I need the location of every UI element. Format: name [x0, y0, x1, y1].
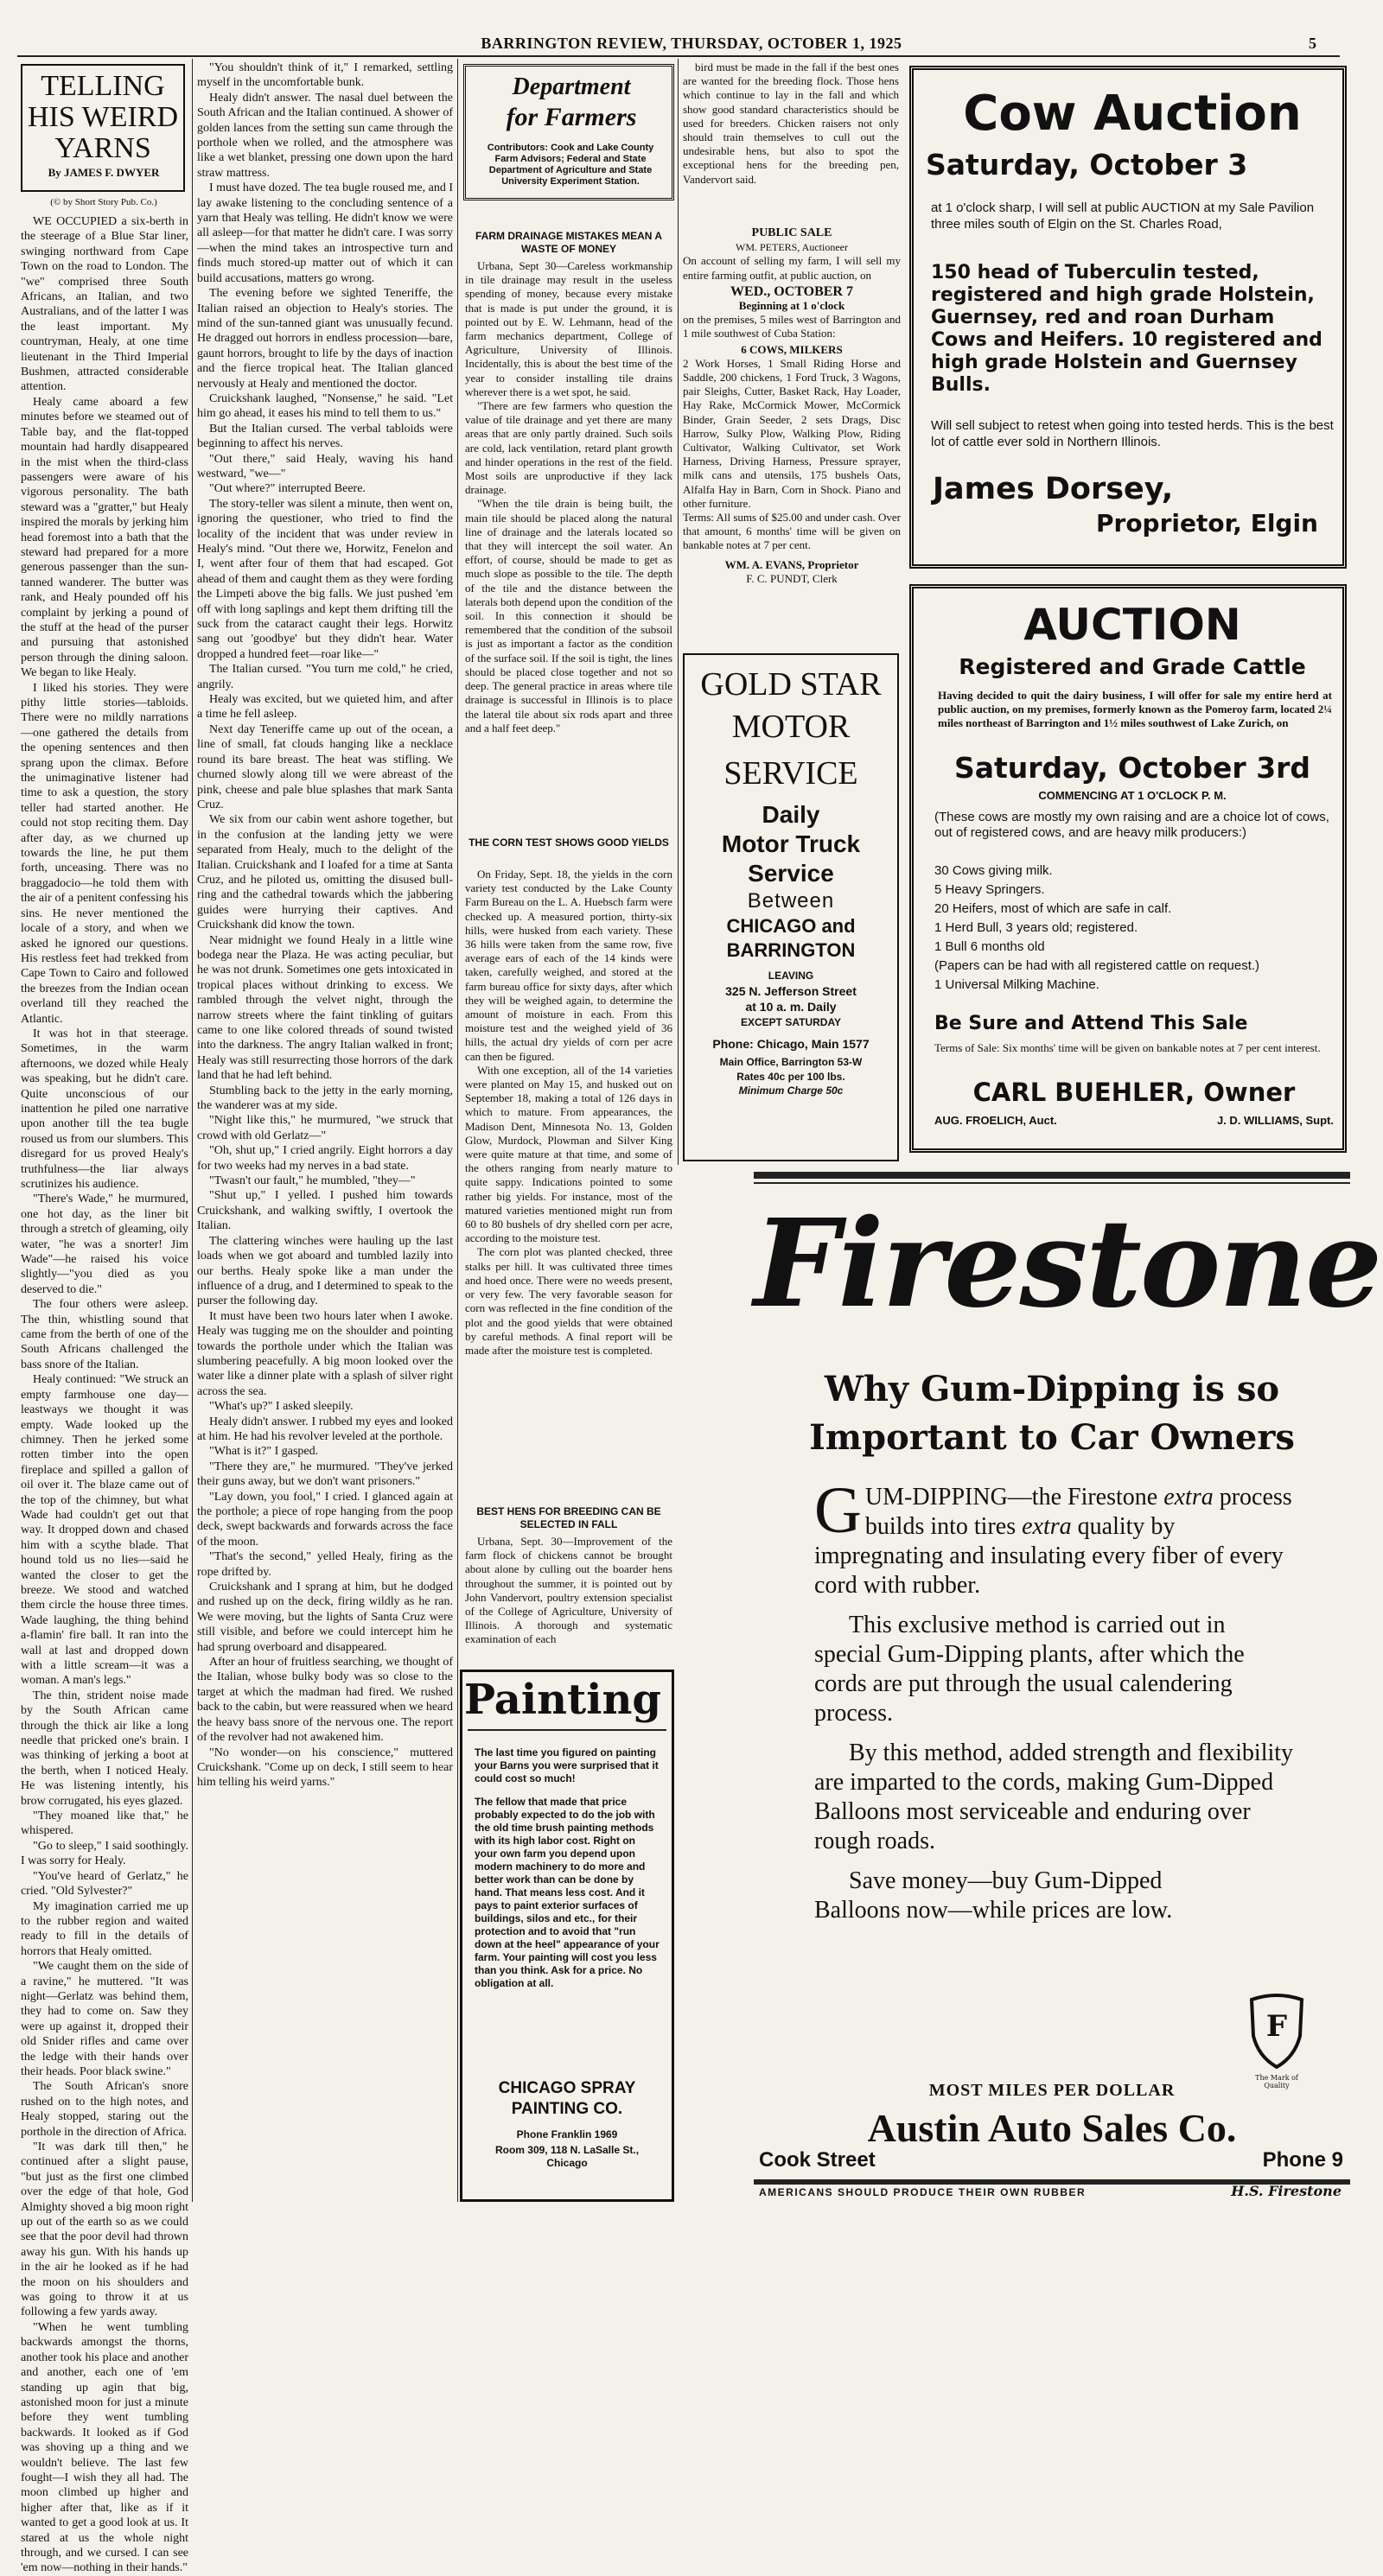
firestone-brand: Firestone [754, 1193, 1381, 1335]
firestone-footer-bar [754, 2183, 1350, 2202]
story-paragraph: It was hot in that steerage. Sometimes, in the warm afternoons, we dozed while Healy was speaking, but he didn't care. Quite unconscious of our inattention he piled one narrative upon another till the tea bugle roused us from our slumbers. This disregard for us proved Healy's truthfulness—the liar always scrutinizes his audience. [21, 1027, 188, 1191]
story-paragraph: Healy was excited, but we quieted him, and after a time he fell asleep. [197, 693, 453, 722]
farmers-title-1: Department [512, 73, 631, 100]
story-paragraph: My imagination carried me up to the rubber region and waited ready to fill in the details of horrors that Healy omitted. [21, 1899, 188, 1958]
painting-phone: Phone Franklin 1969 [516, 2128, 618, 2140]
public-sale [683, 226, 901, 633]
auction-item: (Papers can be had with all registered cattle on request.) [934, 958, 1260, 973]
story-paragraph: The story-teller was silent a minute, then went on, ignoring the questioner, who tried to find the locality of the incident that was under review in Healy's mind. "Out there we, Horwitz, Fenelon and I, went after four of them that had escaped. Got ahead of them and caught them as they were fording the Limpeti above the big falls. We just pushed 'em off with long saplings and kept them drifting till the suck from the cataract caught their legs. Horwitz sang out 'goodbye' but they didn't hear. Water dropped a hundred feet—roar like—" [197, 497, 453, 661]
farm-article-3-head: BEST HENS FOR BREEDING CAN BE SELECTED IN FALL [476, 1505, 661, 1530]
gold-star-line2: MOTOR [731, 709, 851, 745]
public-sale-title: PUBLIC SALE [751, 226, 832, 239]
gold-star-minimum: Minimum Charge 50c [738, 1084, 844, 1097]
story-paragraph: Next day Teneriffe came up out of the ocean, a line of small, fat clouds hanging like a necklace round its bare breast. The heat was stifling. We churned slowly along till we were abreast of the pink, cheese and pale blue splashes that mark Santa Cruz. [197, 722, 453, 811]
story-paragraph: "Oh, shut up," I cried angrily. Eight horrors a day for two weeks had my nerves in a bad state. [197, 1144, 453, 1173]
auction-item: 20 Heifers, most of which are safe in calf. [934, 901, 1172, 916]
story-column-2 [197, 60, 453, 2193]
painting-company: CHICAGO SPRAY PAINTING CO. [498, 2079, 636, 2118]
story-title-line1: TELLING [41, 70, 165, 102]
story-paragraph: Cruickshank and I sprang at him, but he dodged and rushed up on the deck, firing wildly as he ran. We were moving, but the lights of Santa Cruz were still visible, and before we could intercept him he had sprung overboard and disappeared. [197, 1581, 453, 1654]
gold-star-office: Main Office, Barrington 53-W [719, 1056, 863, 1068]
story-paragraph: We six from our cabin went ashore together, but in the confusion at the landing jetty we were separated from Healy, much to the delight of the Italian. Cruickshank and I loafed for a time at Santa Cruz, and he piloted us, omitting the disused bull-ring and the cathedral towards which the jabbering guides were hurrying their captives. And Cruickshank did know the town. [197, 813, 453, 932]
firestone-para-1 [814, 1474, 1298, 1600]
story-paragraph: "We caught them on the side of a ravine," he muttered. "It was night—Gerlatz was behind them, they had to come on. Saw they were up against it, dropped their old Snider rifles and came over the ledge with their hands over their heads. Poor black swine." [21, 1960, 188, 2078]
auction-item: 1 Universal Milking Machine. [934, 977, 1099, 992]
firestone-top-rule [754, 1172, 1350, 1179]
farm-article-2 [465, 868, 672, 1498]
cattle-auction-date: Saturday, October 3rd [953, 751, 1311, 785]
farm-paragraph: "When the tile drain is being built, the main tile should be placed along the natural line of drainage and the laterals located so that they will intercept the soil water. An effort, of course, should be made to get as much slope as possible to the tile. The depth of the tile and the distance between the laterals both depend upon the condition of the soil. In this connection it should be remembered that the condition of the subsoil is just as important a factor as the condition of the surface soil. If the soil is tight, the lines should be placed close together and not so deep. The general practice in areas where tile drainage is successful in Illinois is to place the lateral tile about six rods apart and three and a half feet deep." [465, 497, 672, 735]
gold-star-line7: Between [747, 889, 835, 913]
painting-body [475, 1736, 660, 2021]
firestone-footer: AMERICANS SHOULD PRODUCE THEIR OWN RUBBER [759, 2186, 1087, 2198]
farm-paragraph: The corn plot was planted checked, three stalks per hill. It was cultivated three times and hoed once. There were no weeds present, or very few. The very favorable season for corn was reflected in the fine condition of the plot and the good yields that were obtained by careful methods. A final report will be made after the moisture test is completed. [465, 1245, 672, 1357]
story-paragraph: "No wonder—on his conscience," muttered Cruickshank. "Come up on deck, I still seem to hear him telling his weird yarns." [197, 1746, 453, 1790]
auction-item: 30 Cows giving milk. [934, 863, 1053, 878]
story-paragraph: The thin, strident noise made by the South African came through the thick air like a long needle that pricked one's brain. I was thinking of jerking a boot at the berth, when I noticed Healy. He was listening intently, his brow corrugated, his eyes glazed. [21, 1689, 188, 1808]
story-paragraph: "Lay down, you fool," I cried. I glanced again at the porthole; a piece of rope hanging from the poop deck, swept backwards and forwards across the face of the moon. [197, 1490, 453, 1549]
public-sale-auctioneer: WM. PETERS, Auctioneer [736, 241, 848, 254]
cattle-auction-desc: (These cows are mostly my own raising and are a choice lot of cows, out of registered cows, and are heavy milk producers:) [934, 810, 1329, 840]
firestone-para1-extra: extra [1163, 1484, 1214, 1511]
public-sale-proprietor: WM. A. EVANS, Proprietor [724, 557, 859, 571]
cow-auction-title: Cow Auction [963, 86, 1302, 142]
story-byline: By JAMES F. DWYER [48, 166, 160, 179]
column-rule-1 [192, 59, 193, 2202]
public-sale-clerk: F. C. PUNDT, Clerk [746, 571, 838, 585]
story-title-line2: HIS WEIRD [27, 101, 179, 133]
firestone-para-3: By this method, added strength and flexibility are imparted to the cords, making Gum-Dipped Balloons most serviceable and enduring over rough roads. [814, 1740, 1294, 1854]
cattle-auction-supt: J. D. WILLIAMS, Supt. [1216, 1114, 1334, 1127]
story-paragraph: Healy didn't answer. I rubbed my eyes and looked at him. He had his revolver leveled at the porthole. [197, 1415, 453, 1443]
public-sale-date: WED., OCTOBER 7 [730, 283, 853, 299]
auction-item: 1 Bull 6 months old [934, 939, 1045, 954]
public-sale-location: on the premises, 5 miles west of Barrington and 1 mile southwest of Cuba Station: [683, 313, 901, 340]
cattle-auction-owner: CARL BUEHLER, Owner [972, 1078, 1296, 1107]
story-paragraph: Healy came aboard a few minutes before we steamed out of Table bay, and the flat-topped mountain had hardly disappeared in the mist when the third-class passengers were aware of his vigorous personality. The bath steward was a "gratter," but Healy inspired the morals by jerking him head foremost into a bath that the steward had prepared for a more generous passenger than the sun-tanned wanderer. The butter was rank, and Healy pounded off his complaint by jerking a pound of the stuff at the head of the purser and pursuing that astonished person through the dining saloon. We began to like Healy. [21, 395, 188, 680]
painting-title: Painting [464, 1676, 661, 1724]
story-paragraph: The four others were asleep. The thin, whistling sound that came from the berth of one of the South Africans challenged the bass snore of the Italian. [21, 1298, 188, 1371]
story-paragraph: "It was dark till then," he continued after a slight pause, "but just as the first one climbed over the edge of that hole, God Almighty shoved a big moon right up out of the earth so as we could see that the poor devil had thrown away his gun. With his hands up in the air he looked as if he had the moon on his shoulders and was going to throw it at us following a few yards away. [21, 2140, 188, 2319]
cattle-auction-ad [909, 584, 1347, 1153]
story-paragraph: "Shut up," I yelled. I pushed him towards Cruickshank, and walking swiftly, I overtook the Italian. [197, 1189, 453, 1233]
story-paragraph: It must have been two hours later when I awoke. Healy was tugging me on the shoulder and pointing towards the porthole under which the Italian was slumbering peacefully. A big moon looked over the water like a dinner plate with a splash of silver right across the sea. [197, 1309, 453, 1398]
firestone-headline-1: Why Gum-Dipping is so [824, 1369, 1280, 1409]
story-paragraph: "They moaned like that," he whispered. [21, 1810, 188, 1838]
firestone-street: Cook Street [759, 2148, 876, 2172]
firestone-body [814, 1474, 1298, 1925]
story-paragraph: "Night like this," he murmured, "we struck that crowd with old Gerlatz—" [197, 1114, 453, 1142]
gold-star-ad [683, 653, 899, 1161]
firestone-slogan: MOST MILES PER DOLLAR [928, 2081, 1176, 2100]
farm-article-2-head: THE CORN TEST SHOWS GOOD YIELDS [468, 836, 669, 849]
story-paragraph: "Twasn't our fault," he mumbled, "they—" [209, 1174, 416, 1188]
farm-paragraph: Urbana, Sept. 30—Improvement of the farm flock of chickens cannot be brought about alone by culling out the boarder hens throughout the summer, it is pointed out by John Vandervort, poultry extension specialist of the College of Agriculture, University of Illinois. A thorough and systematic examination of each [465, 1535, 672, 1646]
auction-item: 5 Heavy Springers. [934, 882, 1045, 897]
story-paragraph: I must have dozed. The tea bugle roused me, and I lay awake listening to the concluding sentence of a yarn that Healy was telling. He didn't know we were all asleep—for that matter he didn't care. I was sorry—when the mind takes an introspective turn and finds much stored-up matter out of which it can build accusations, matters go wrong. [197, 181, 453, 285]
story-title-line3: YARNS [54, 132, 151, 164]
firestone-seal [1243, 1991, 1310, 2089]
story-paragraph: The evening before we sighted Teneriffe, the Italian raised an objection to Healy's stories. The mind of the sun-tanned giant was unusually fecund. He dragged out horrors in endless procession—bare, gaunt horrors, brought to life by the days of inaction and the fierce tropical heat. The Italian glanced nervously at Healy and mentioned the doctor. [197, 287, 453, 391]
gold-star-line1: GOLD STAR [700, 666, 882, 703]
page-number: 5 [1309, 35, 1316, 52]
masthead-rule [17, 55, 1340, 57]
masthead-title: BARRINGTON REVIEW, THURSDAY, OCTOBER 1, 1925 [481, 35, 902, 52]
cow-auction-date: Saturday, October 3 [926, 148, 1248, 181]
firestone-para1-c: extra [1022, 1513, 1072, 1540]
story-paragraph: "There's Wade," he murmured, one hot day, as the liner bit through a stretch of gleaming, oily water, "he was a snorter! Jim Wade"—he raised his voice slightly—"you died as you deserved to die." [21, 1193, 188, 1296]
story-paragraph: Healy continued: "We struck an empty farmhouse one day—leastways we thought it was empty. Wade looked up the chimney. Then he jerked some rotten timber into the open fireplace and spilled a gallon of oil over it. The blaze came out of the top of the chimney, but what Wade had couldn't get out that way. It dropped down and chased him with a scythe blade. That hound told us no lies—said he wanted the closer to get the breeze. We stood and watched them circle the house three times. Wade laughing, the thing behind a-flamin' fire ball. It ran into the wall at last and dropped down with a little scream—it was a woman. A man's legs." [21, 1373, 188, 1688]
gold-star-line4: Daily [762, 801, 820, 828]
story-paragraph: "Go to sleep," I said soothingly. I was sorry for Healy. [21, 1839, 188, 1868]
farmers-header [463, 64, 674, 200]
farm-paragraph: With one exception, all of the 14 varieties were planted on May 15, and husked out on September 18, making a total of 126 days in which to mature. From appearances, the Madison Dent, Minnesota No. 13, Golden Glow, Murdock, Plowman and Silver King were quite mature at that time, and some of the others ranging from nearly mature to quite sappy. Indications pointed to some rather big yields. For instance, most of the matured varieties mentioned might run from 60 to 80 bushels of dry shelled corn per acre, according to the moisture test. [465, 1063, 672, 1245]
farm-paragraph: "There are few farmers who question the value of tile drainage and yet there are many areas that are only partly drained. Such soils are cold, lack ventilation, retard plant growth and hinder operations in the rest of the field. Most soils are unproductive if they lack drainage. [465, 399, 672, 497]
story-paragraph: After an hour of fruitless searching, we thought of the Italian, whose bulky body was so close to the target at which the madman had fired. We rushed back to the cabin, but were reassured when we heard the heavy bass snore of the nervous one. The report of the revolver had not awakened him. [197, 1656, 453, 1745]
farmers-title-2: for Farmers [506, 103, 637, 131]
firestone-phone: Phone 9 [1262, 2148, 1343, 2172]
firestone-para-2: This exclusive method is carried out in special Gum-Dipping plants, after which the cords are put through the usual calendering process. [814, 1612, 1245, 1727]
painting-ad [460, 1670, 674, 2202]
story-credit: (© by Short Story Pub. Co.) [50, 197, 157, 207]
masthead [0, 0, 1383, 57]
gold-star-address: 325 N. Jefferson Street [725, 984, 857, 998]
gold-star-phone: Phone: Chicago, Main 1577 [712, 1037, 870, 1051]
story-paragraph: "You've heard of Gerlatz," he cried. "Old Sylvester?" [21, 1869, 188, 1899]
story-paragraph: Cruickshank laughed, "Nonsense," he said. "Let him go ahead, it eases his mind to tell them to us." [197, 391, 453, 421]
gold-star-line9: BARRINGTON [726, 939, 856, 961]
cow-auction-intro: at 1 o'clock sharp, I will sell at public AUCTION at my Sale Pavilion three miles south of Elgin on the St. Charles Road, [931, 200, 1315, 232]
public-sale-items: 2 Work Horses, 1 Small Riding Horse and Saddle, 200 chickens, 1 Ford Truck, 3 Wagons, pair Sleighs, Cutter, Basket Rack, Hay Loader, Hay Rake, McCormick Mower, McCormick Binder, Grain Seeder, 2 sets Drags, Disc Harrow, Sulky Plow, Walking Plow, Riding Cultivator, Walking Cultivator, set Work Harness, Driving Harness, Pressure sprayer, milk cans and utensils, 175 bushels Oats, Alfalfa Hay in Barn, Corn in Shock. Piano and other furniture. [683, 356, 901, 510]
column-rule-3 [678, 59, 679, 1165]
firestone-signature: H.S. Firestone [1231, 2183, 1342, 2199]
story-paragraph: "Out where?" interrupted Beere. [209, 482, 366, 496]
farm-article-1 [465, 259, 672, 830]
painting-paragraph: The last time you figured on painting your Barns you were surprised that it could cost so much! [475, 1746, 659, 1784]
cattle-auction-intro: Having decided to quit the dairy business, I will offer for sale my entire herd at public auction, on my premises, formerly known as the Pomeroy farm, located 2¼ miles northeast of Barrington and 1½ miles southwest of Lake Zurich, on [938, 689, 1332, 729]
story-paragraph: "You shouldn't think of it," I remarked, settling myself in the uncomfortable bunk. [197, 61, 453, 90]
story-paragraph: Healy didn't answer. The nasal duel between the South African and the Italian continued. A shower of golden lances from the setting sun came through the porthole when we rolled, and the atmosphere was like a wet blanket, pressing one down upon the hard straw mattress. [197, 91, 453, 180]
story-paragraph: "Out there," said Healy, waving his hand westward, "we—" [197, 452, 453, 480]
firestone-para1-b: process builds into tires [864, 1484, 1292, 1540]
story-paragraph: "When he went tumbling backwards amongst the thorns, another took his place and another and another, each one of 'em standing up agin that big, astonished moon for just a minute before they went tumbling backwards. It looked as if God was shoving up a thing and we wouldn't believe. The last few fought—I wish they all had. The moon climbed up higher and higher after that, like as if it wanted to get a good look at us. It stared at us the whole night through, and we cursed. I can see 'em now—nothing in their hands." [21, 2320, 188, 2575]
story-paragraph: The South African's snore rushed on to the high notes, and Healy stopped, staring out the porthole in the direction of Africa. [21, 2080, 188, 2139]
story-paragraph: WE OCCUPIED a six-berth in the steerage of a Blue Star liner, swinging northward from Cape Town on the road to London. The "we" comprised three South Africans, an Italian, and two Australians, and of the latter I was the least important. My countryman, Healy, at one time lieutenant in the Third Imperial Bushmen, attracted considerable attention. [21, 215, 188, 394]
painting-address: Room 309, 118 N. LaSalle St., Chicago [494, 2144, 640, 2169]
hens-continued [683, 60, 899, 216]
gold-star-rates: Rates 40c per 100 lbs. [736, 1071, 845, 1083]
story-paragraph: Stumbling back to the jetty in the early morning, the wanderer was at my side. [197, 1084, 453, 1113]
public-sale-cows: 6 COWS, MILKERS [741, 342, 843, 356]
cow-auction-ad [909, 66, 1347, 569]
gold-star-except: EXCEPT SATURDAY [740, 1016, 842, 1028]
firestone-para1-d: quality by impregnating and insulating every fiber of every cord with rubber. [814, 1513, 1284, 1599]
public-sale-intro: On account of selling my farm, I will sell my entire farming outfit, at public auction, on [683, 254, 901, 282]
cattle-auction-auctioneer: AUG. FROELICH, Auct. [934, 1114, 1057, 1127]
firestone-headline-2: Important to Car Owners [809, 1417, 1295, 1458]
painting-title-rule [468, 1729, 666, 1731]
story-paragraph: "That's the second," yelled Healy, firing as the rope drifted by. [197, 1550, 453, 1579]
cattle-auction-items [934, 862, 1334, 995]
cow-auction-main: 150 head of Tuberculin tested, registered and high grade Holstein, Guernsey, red and roan Durham Cows and Heifers. 10 registered and high grade Holstein and Guernsey Bulls. [931, 262, 1322, 396]
firestone-seal-text: The Mark of Quality [1255, 2074, 1298, 2089]
farm-article-3 [465, 1535, 672, 1656]
farmers-contributors: Contributors: Cook and Lake County Farm Advisors; Federal and State Department of Agriculture and State University Experiment Station. [487, 143, 654, 187]
story-paragraph: The Italian cursed. "You turn me cold," he cried, angrily. [197, 663, 453, 691]
hens-paragraph: bird must be made in the fall if the best ones are wanted for the breeding flock. Those hens which continue to lay in the fall and which show good standard characteristics should be used for breeders. Chicken raisers not only should train themselves to cull out the undesirable hens, but also to spot the exceptional hens for the breeding pen, Vandervort said. [683, 60, 899, 186]
cattle-auction-attend: Be Sure and Attend This Sale [934, 1013, 1248, 1034]
firestone-shield-icon [1243, 1991, 1310, 2070]
cattle-auction-title: AUCTION [1023, 600, 1241, 650]
cattle-auction-time: COMMENCING AT 1 O'CLOCK P. M. [1038, 789, 1227, 802]
svg-text:F: F [1265, 2009, 1288, 2044]
public-sale-terms: Terms: All sums of $25.00 and under cash. Over that amount, 6 months' time will be given on bankable notes at 7 per cent. [683, 511, 901, 552]
cow-auction-name: James Dorsey, [933, 472, 1174, 506]
story-paragraph: But the Italian cursed. The verbal tabloids were beginning to affect his nerves. [197, 422, 453, 451]
gold-star-line8: CHICAGO and [726, 915, 856, 937]
gold-star-line5: Motor Truck [721, 830, 861, 857]
auction-item: 1 Herd Bull, 3 years old; registered. [934, 920, 1138, 935]
story-paragraph: I liked his stories. They were pithy little stories—tabloids. There were no mildly narrations—one gathered the details from the opening sentences and then sprang upon the climax. Before the unimaginative listener had time to ask a question, the story teller had started another. He could not stop reciting them. Day after day, as we churned up towards the line, he put them forth, unceasing. There was no braggadocio—he told them with the air of a penitent confessing his sins. He never mentioned the locale of a story, and when we asked he ignored our questions. His restless feet had trekked from Cape Town to Cairo and followed the breezes from the Indian ocean overland till they reached the Atlantic. [21, 681, 188, 1026]
gold-star-line6: Service [748, 860, 834, 887]
cattle-auction-subtitle: Registered and Grade Cattle [959, 654, 1306, 679]
column-rule-2 [457, 59, 458, 2202]
firestone-dropcap: G [814, 1474, 862, 1547]
story-paragraph: The clattering winches were hauling up the last loads when we got aboard and tumbled lazily into our berths. Healy spoke like a man under the influence of a drug, and I determined to speak to the purser the following day. [197, 1234, 453, 1308]
gold-star-time: at 10 a. m. Daily [745, 1000, 837, 1014]
farm-paragraph: Urbana, Sept 30—Careless workmanship in tile drainage may result in the useless spending of money, because every mistake that is made is put under the ground, it is pointed out by E. W. Lehmann, head of the farm mechanics department, College of Agriculture, University of Illinois. Incidentally, this is about the best time of the year to consider installing tile drains wherever there is a wet spot, he said. [465, 259, 672, 398]
story-paragraph: "There they are," he murmured. "They've jerked their guns away, but we don't want prisoners." [197, 1460, 453, 1489]
farm-paragraph: On Friday, Sept. 18, the yields in the corn variety test conducted by the Lake County Farm Bureau on the L. A. Huebsch farm were checked up. A measured portion, thirty-six hills, were husked from each variety. These 36 hills were taken from the same row, five average ears of each of the 14 kinds were taken, carefully weighed, and stored at the farm bureau office for sixty days, after which they will be weighed again, to determine the amount of moisture in each. From this moisture test and the weighed yield of 36 hills, the actual dry yields of corn per acre can then be figured. [465, 868, 672, 1063]
gold-star-line3: SERVICE [723, 755, 858, 792]
public-sale-time: Beginning at 1 o'clock [738, 299, 845, 313]
painting-paragraph: The fellow that made that price probably expected to do the job with the old time brush painting methods with its high labor cost. Right on your own farm you depend upon modern machinery to do more and better work than can be done by hand. That means less cost. And it pays to paint exterior surfaces of buildings, silos and etc., for their protection and to avoid that "run down at the heel" appearance of your farm. Your painting will cost you less than you think. Ask for a price. No obligation at all. [475, 1796, 660, 1989]
story-column-1 [21, 214, 188, 2575]
gold-star-leaving: LEAVING [768, 970, 814, 982]
firestone-para-4: Save money—buy Gum-Dipped Balloons now—while prices are low. [814, 1867, 1173, 1924]
story-paragraph: Near midnight we found Healy in a little wine bodega near the Plaza. He was acting peculiar, but he was not drunk. Sometimes one gets intoxicated in tropical places without drinking to excess. We rambled through the velvet night, through the narrow streets where the faint tinkling of guitars came to one like colored threads of sound twisted into the darkness. The angry Italian walked in front; Healy was still resurrecting those horrors of the dark land that he had left behind. [197, 933, 453, 1083]
farm-article-1-head: FARM DRAINAGE MISTAKES MEAN A WASTE OF MONEY [475, 230, 662, 255]
firestone-top-rule-thin [754, 1182, 1350, 1184]
story-paragraph: "What is it?" I gasped. [209, 1445, 319, 1459]
story-paragraph: "What's up?" I asked sleepily. [209, 1400, 354, 1414]
cattle-auction-terms: Terms of Sale: Six months' time will be given on bankable notes at 7 per cent interest. [934, 1041, 1321, 1054]
cow-auction-note: Will sell subject to retest when going into tested herds. This is the best lot of cattle ever sold in Northern Illinois. [931, 418, 1334, 449]
firestone-dealer: Austin Auto Sales Co. [867, 2106, 1237, 2150]
firestone-ad [754, 1172, 1381, 2205]
firestone-para1-a: UM-DIPPING—the Firestone [864, 1484, 1158, 1511]
cow-auction-proprietor: Proprietor, Elgin [1095, 509, 1318, 537]
